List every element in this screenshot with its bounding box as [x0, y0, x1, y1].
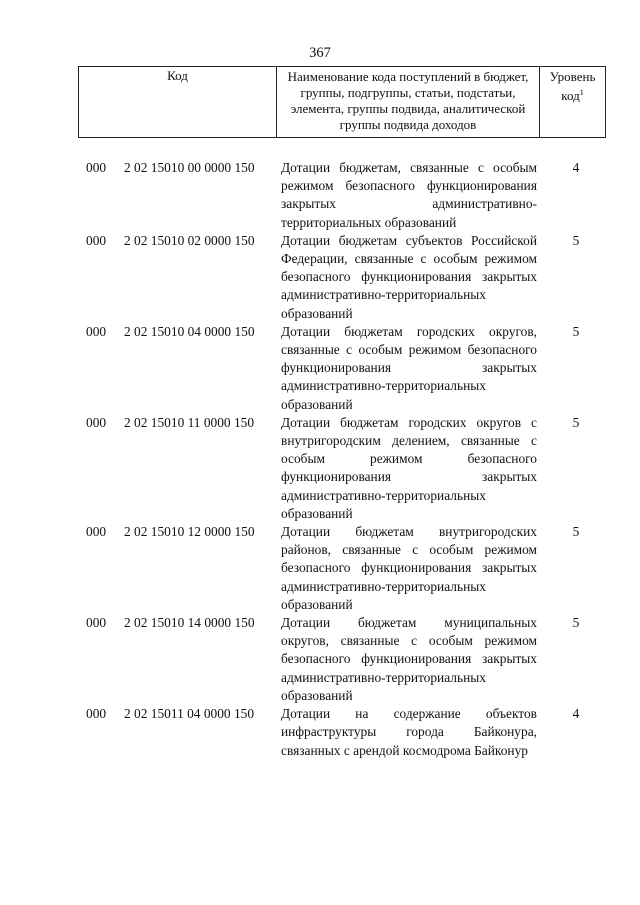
header-level-label: Уровень код — [549, 69, 596, 103]
table-row — [0, 323, 640, 414]
row-revenue-code: 2 02 15010 04 0000 150 — [124, 323, 255, 339]
table-header — [78, 66, 606, 138]
table-body — [0, 159, 640, 760]
row-level: 4 — [572, 160, 580, 175]
table-row — [0, 159, 640, 232]
row-revenue-code: 2 02 15010 00 0000 150 — [124, 160, 255, 175]
header-level-footnote: 1 — [579, 88, 584, 97]
row-name: Дотации бюджетам, связанные с особым режимом безопасного функционирования закрытых административно-территориальных образований — [281, 160, 537, 230]
row-level: 5 — [572, 232, 580, 248]
row-revenue-code: 2 02 15010 12 0000 150 — [124, 524, 255, 540]
row-level: 4 — [572, 706, 580, 722]
table-row — [0, 414, 640, 523]
row-revenue-code: 2 02 15010 14 0000 150 — [124, 615, 255, 631]
row-name: Дотации на содержание объектов инфраструктуры города Байконура, связанных с арендой космодрома Байконур — [281, 706, 537, 758]
row-name: Дотации бюджетам внутригородских районов, связанные с особым режимом безопасного функционирования закрытых административно-территориальных образований — [281, 524, 537, 612]
row-name: Дотации бюджетам городских округов, связанные с особым режимом безопасного функционирования закрытых административно-территориальных образований — [281, 323, 537, 412]
row-level: 5 — [572, 323, 580, 339]
row-name: Дотации бюджетам муниципальных округов, связанные с особым режимом безопасного функционирования закрытых административно-территориальных образований — [281, 615, 537, 703]
row-name: Дотации бюджетам субъектов Российской Федерации, связанные с особым режимом безопасного функционирования закрытых административно-территориальных образований — [281, 232, 537, 321]
table-row — [0, 614, 640, 705]
row-level: 5 — [572, 524, 580, 540]
row-admin-code: 000 — [86, 414, 107, 430]
table-row — [0, 705, 640, 760]
row-admin-code: 000 — [86, 232, 107, 248]
row-admin-code: 000 — [86, 524, 107, 540]
row-admin-code: 000 — [86, 615, 107, 631]
row-revenue-code: 2 02 15011 04 0000 150 — [124, 706, 255, 722]
row-level: 5 — [572, 615, 580, 631]
row-admin-code: 000 — [86, 160, 107, 175]
row-revenue-code: 2 02 15010 11 0000 150 — [124, 414, 255, 430]
table-row — [0, 523, 640, 614]
row-level: 5 — [572, 414, 580, 430]
row-name: Дотации бюджетам городских округов с внутригородским делением, связанные с особым режимом безопасного функционирования закрытых административно-территориальных образований — [281, 414, 537, 521]
header-code: Код — [167, 68, 188, 83]
page-number: 367 — [309, 45, 331, 61]
header-name: Наименование кода поступлений в бюджет, группы, подгруппы, статьи, подстатьи, элемента, группы подвида, аналитической группы подвида доходов — [276, 67, 539, 137]
row-revenue-code: 2 02 15010 02 0000 150 — [124, 232, 255, 248]
header-level — [539, 67, 605, 137]
row-admin-code: 000 — [86, 323, 107, 339]
table-row — [0, 232, 640, 323]
row-admin-code: 000 — [86, 706, 107, 722]
